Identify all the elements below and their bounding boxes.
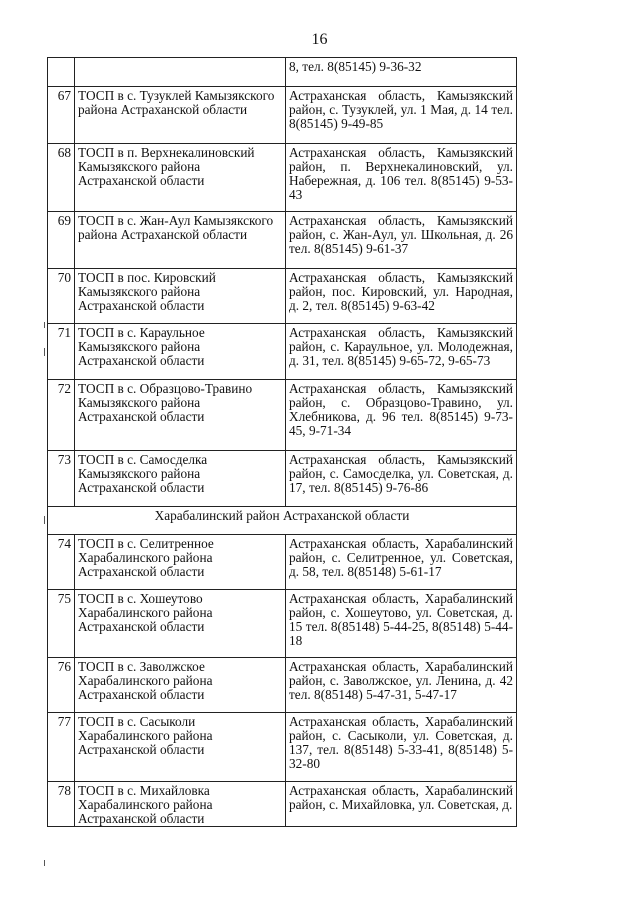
office-address: Астраханская область, Камызякский район, пос. Кировский, ул. Народная, д. 2, тел. 8(85145) 9-63-42 <box>286 269 517 324</box>
section-row <box>48 507 517 535</box>
office-address: Астраханская область, Харабалинский район, с. Михайловка, ул. Советская, д. <box>286 782 517 827</box>
office-name: ТОСП в с. Самосделка Камызякского района Астраханской области <box>75 451 286 507</box>
row-number: 67 <box>48 87 75 144</box>
scan-mark <box>44 348 45 356</box>
address-cell: 8, тел. 8(85145) 9-36-32 <box>286 58 517 87</box>
table-row-continuation <box>48 58 517 87</box>
office-name: ТОСП в с. Селитренное Харабалинского района Астраханской области <box>75 535 286 590</box>
office-address: Астраханская область, Камызякский район, с. Самосделка, ул. Советская, д. 17, тел. 8(85145) 9-76-86 <box>286 451 517 507</box>
office-address: Астраханская область, Камызякский район, с. Образцово-Травино, ул. Хлебникова, д. 96 тел. 8(85145) 9-73-45, 9-71-34 <box>286 380 517 451</box>
table-row <box>48 87 517 144</box>
row-number: 75 <box>48 590 75 658</box>
offices-table <box>47 57 517 827</box>
row-number: 73 <box>48 451 75 507</box>
table-row <box>48 144 517 212</box>
table-row <box>48 782 517 827</box>
table-row <box>48 212 517 269</box>
row-number: 68 <box>48 144 75 212</box>
page-number: 16 <box>311 31 328 48</box>
row-number: 72 <box>48 380 75 451</box>
table-row <box>48 380 517 451</box>
office-name: ТОСП в п. Верхнекалиновский Камызякского района Астраханской области <box>75 144 286 212</box>
row-number: 70 <box>48 269 75 324</box>
table-row <box>48 713 517 782</box>
table-row <box>48 590 517 658</box>
table-row <box>48 269 517 324</box>
office-address: Астраханская область, Камызякский район, с. Тузуклей, ул. 1 Мая, д. 14 тел. 8(85145) 9-49-85 <box>286 87 517 144</box>
office-name: ТОСП в с. Заволжское Харабалинского района Астраханской области <box>75 658 286 713</box>
table-row <box>48 535 517 590</box>
table-row <box>48 658 517 713</box>
table-row <box>48 451 517 507</box>
office-address: Астраханская область, Харабалинский район, с. Сасыколи, ул. Советская, д. 137, тел. 8(85148) 5-33-41, 8(85148) 5-32-80 <box>286 713 517 782</box>
office-address: Астраханская область, Камызякский район, п. Верхнекалиновский, ул. Набережная, д. 106 тел. 8(85145) 9-53-43 <box>286 144 517 212</box>
office-address: Астраханская область, Харабалинский район, с. Заволжское, ул. Ленина, д. 42 тел. 8(85148) 5-47-31, 5-47-17 <box>286 658 517 713</box>
office-name: ТОСП в с. Тузуклей Камызякского района Астраханской области <box>75 87 286 144</box>
row-number: 69 <box>48 212 75 269</box>
row-number: 76 <box>48 658 75 713</box>
office-address: Астраханская область, Камызякский район, с. Караульное, ул. Молодежная, д. 31, тел. 8(85145) 9-65-72, 9-65-73 <box>286 324 517 380</box>
office-name: ТОСП в с. Караульное Камызякского района Астраханской области <box>75 324 286 380</box>
office-name: ТОСП в с. Образцово-Травино Камызякского района Астраханской области <box>75 380 286 451</box>
row-number: 78 <box>48 782 75 827</box>
office-name: ТОСП в пос. Кировский Камызякского района Астраханской области <box>75 269 286 324</box>
scan-mark <box>44 322 45 328</box>
office-name: ТОСП в с. Жан-Аул Камызякского района Астраханской области <box>75 212 286 269</box>
office-name: ТОСП в с. Хошеутово Харабалинского района Астраханской области <box>75 590 286 658</box>
empty-cell <box>75 58 286 87</box>
row-number: 74 <box>48 535 75 590</box>
office-address: Астраханская область, Камызякский район, с. Жан-Аул, ул. Школьная, д. 26 тел. 8(85145) 9-61-37 <box>286 212 517 269</box>
office-address: Астраханская область, Харабалинский район, с. Хошеутово, ул. Советская, д. 15 тел. 8(85148) 5-44-25, 8(85148) 5-44-18 <box>286 590 517 658</box>
office-name: ТОСП в с. Сасыколи Харабалинского района Астраханской области <box>75 713 286 782</box>
section-title: Харабалинский район Астраханской области <box>48 507 517 535</box>
office-address: Астраханская область, Харабалинский район, с. Селитренное, ул. Советская, д. 58, тел. 8(85148) 5-61-17 <box>286 535 517 590</box>
office-name: ТОСП в с. Михайловка Харабалинского района Астраханской области <box>75 782 286 827</box>
row-number: 77 <box>48 713 75 782</box>
scan-mark <box>44 516 45 524</box>
table-row <box>48 324 517 380</box>
empty-cell <box>48 58 75 87</box>
scan-mark <box>44 860 45 866</box>
row-number: 71 <box>48 324 75 380</box>
